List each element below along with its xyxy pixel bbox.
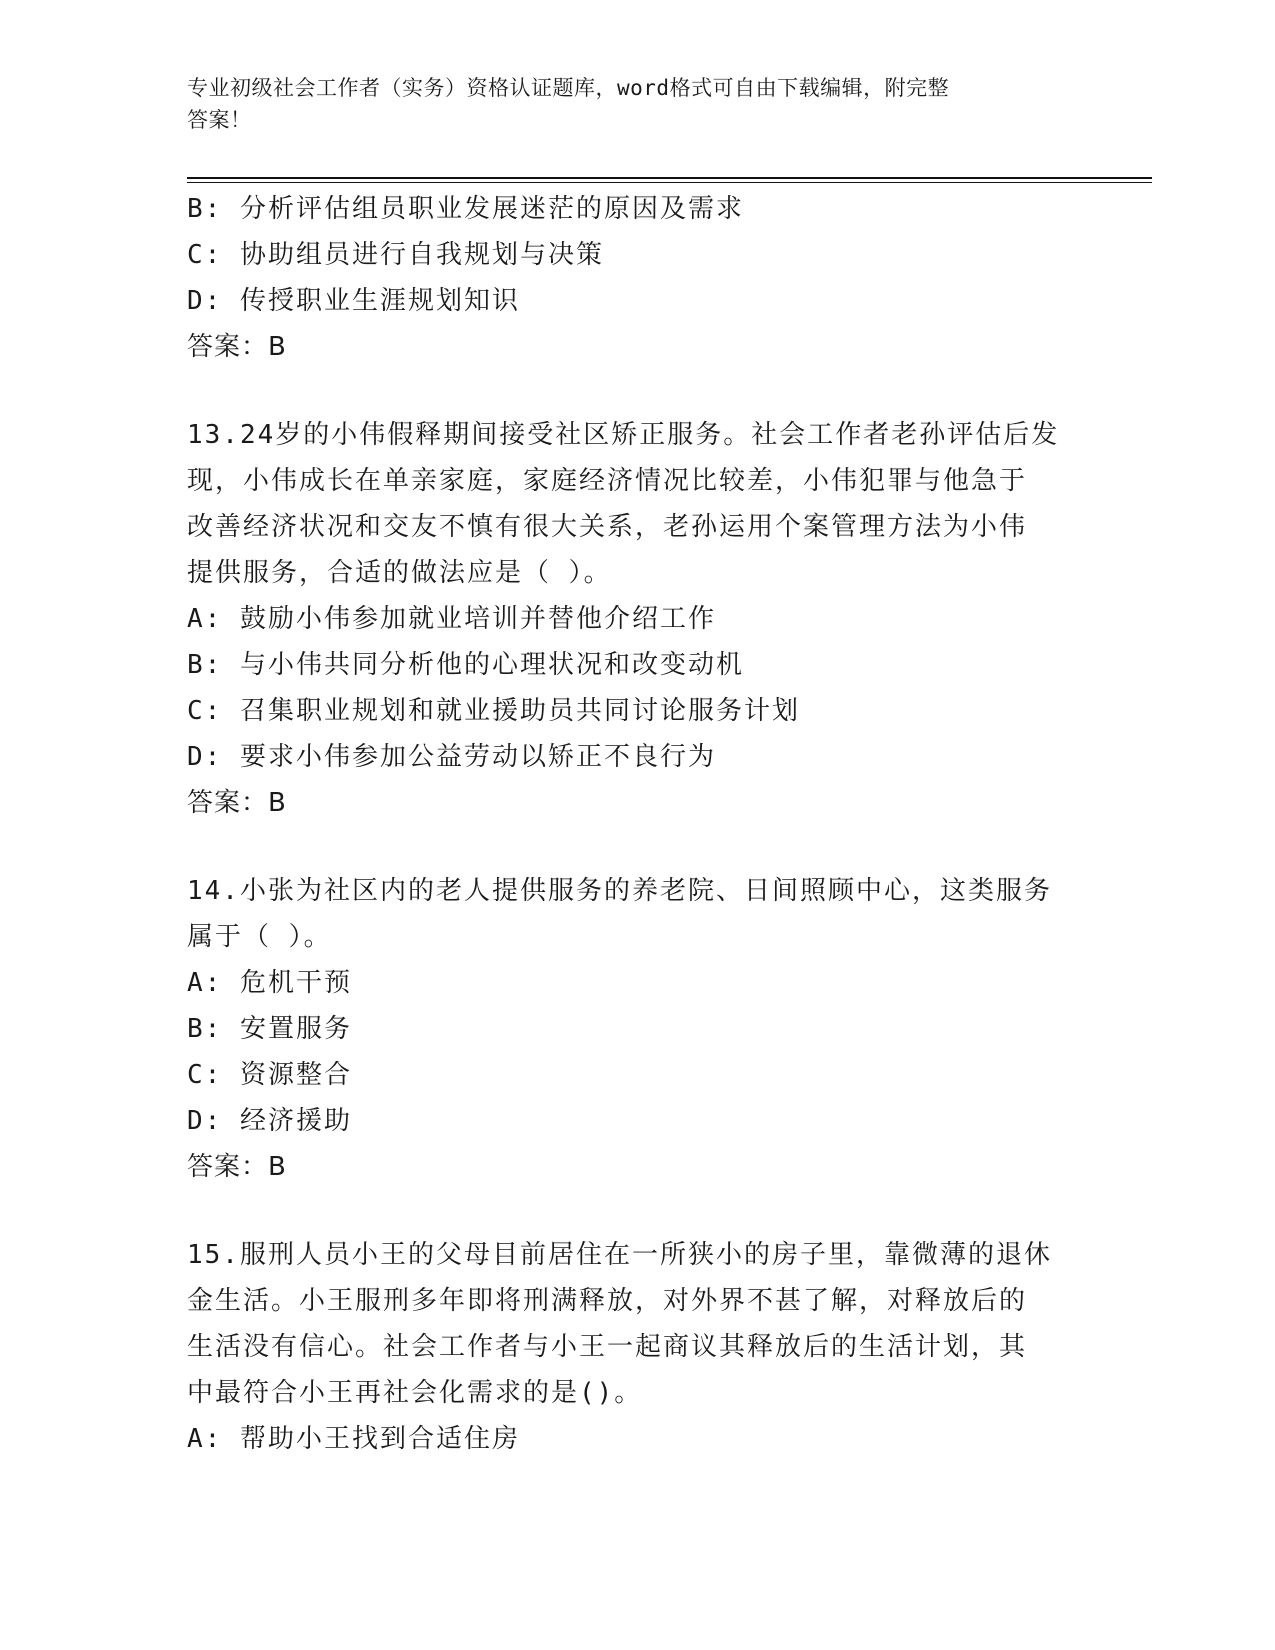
header-line-2: 答案！ [187,108,252,132]
q13-option-a: A: 鼓励小伟参加就业培训并替他介绍工作 [187,604,716,634]
q15-stem-line-3: 生活没有信心。社会工作者与小王一起商议其释放后的生活计划，其 [187,1332,1028,1362]
header-rule-thin [187,182,1152,183]
spacer [187,370,1087,412]
q12-option-d: D: 传授职业生涯规划知识 [187,286,520,316]
spacer [187,1190,1087,1232]
q13-stem-line-3: 改善经济状况和交友不慎有很大关系，老孙运用个案管理方法为小伟 [187,512,1028,542]
q13-stem-line-1: 13.24岁的小伟假释期间接受社区矫正服务。社会工作者老孙评估后发 [187,420,1060,450]
document-body [187,186,1087,1462]
q13-option-c: C: 召集职业规划和就业援助员共同讨论服务计划 [187,696,800,726]
q13-answer: 答案：B [187,788,287,818]
q13-option-b: B: 与小伟共同分析他的心理状况和改变动机 [187,650,744,680]
q12-answer: 答案：B [187,332,287,362]
header-line-1: 专业初级社会工作者（实务）资格认证题库，word格式可自由下载编辑，附完整 [187,76,950,100]
question-13 [187,412,1087,826]
q14-option-d: D: 经济援助 [187,1106,352,1136]
question-15 [187,1232,1087,1462]
header-rule-thick [187,177,1152,179]
q15-stem-line-1: 15.服刑人员小王的父母目前居住在一所狭小的房子里，靠微薄的退休 [187,1240,1052,1270]
spacer [187,826,1087,868]
q14-stem-line-2: 属于（ ）。 [187,922,332,952]
q14-option-b: B: 安置服务 [187,1014,352,1044]
question-12 [187,186,1087,370]
q13-stem-line-2: 现，小伟成长在单亲家庭，家庭经济情况比较差，小伟犯罪与他急于 [187,466,1028,496]
q12-option-b: B: 分析评估组员职业发展迷茫的原因及需求 [187,194,744,224]
page-header [187,72,1067,136]
q15-stem-line-2: 金生活。小王服刑多年即将刑满释放，对外界不甚了解，对释放后的 [187,1286,1028,1316]
q14-option-a: A: 危机干预 [187,968,352,998]
q14-answer: 答案：B [187,1152,287,1182]
q15-option-a: A: 帮助小王找到合适住房 [187,1424,520,1454]
q14-stem-line-1: 14.小张为社区内的老人提供服务的养老院、日间照顾中心，这类服务 [187,876,1052,906]
q12-option-c: C: 协助组员进行自我规划与决策 [187,240,604,270]
question-14 [187,868,1087,1190]
q14-option-c: C: 资源整合 [187,1060,352,1090]
q15-stem-line-4: 中最符合小王再社会化需求的是()。 [187,1378,643,1408]
q13-option-d: D: 要求小伟参加公益劳动以矫正不良行为 [187,742,716,772]
q13-stem-line-4: 提供服务，合适的做法应是（ ）。 [187,558,612,588]
